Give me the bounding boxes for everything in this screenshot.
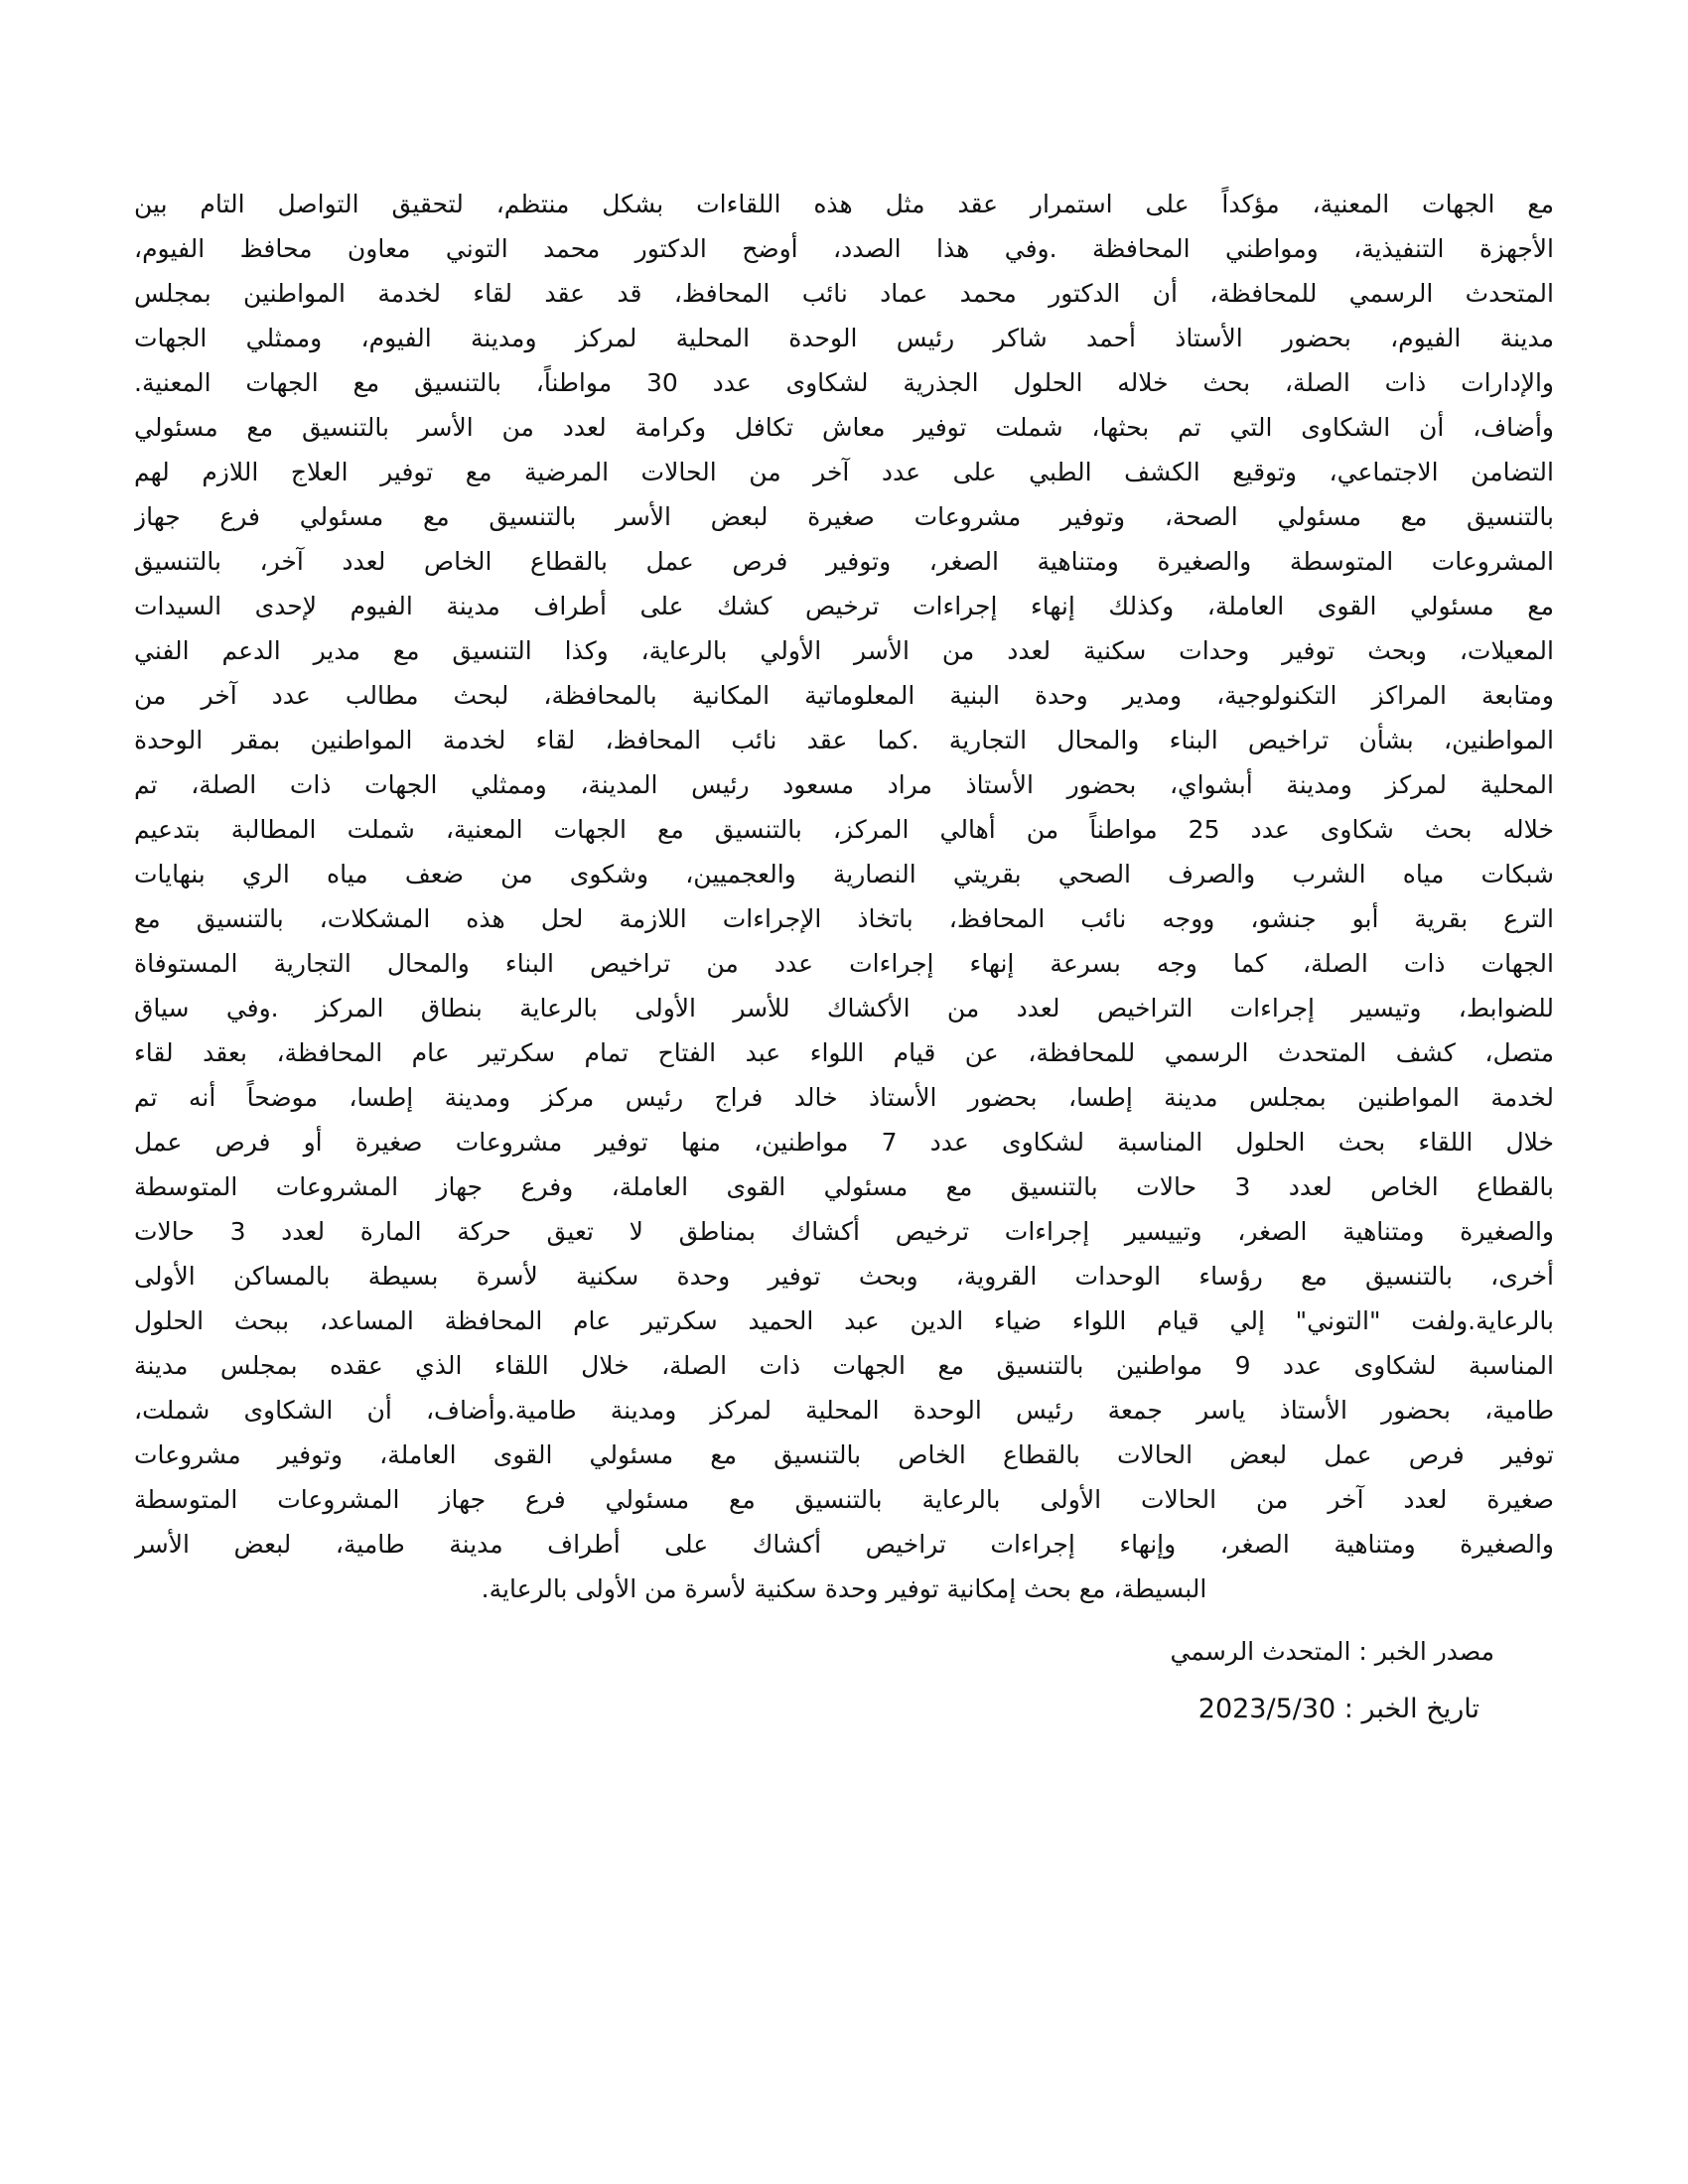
text-line: الترع بقرية أبو جنشو، ووجه نائب المحافظ، باتخاذ الإجراءات اللازمة لحل هذه المشكلات، بالتنسيق مع [134, 904, 1554, 933]
text-line: للضوابط، وتيسير إجراءات التراخيص لعدد من الأكشاك للأسر الأولى بالرعاية بنطاق المركز .وفي سياق [134, 994, 1554, 1023]
text-line: أخرى، بالتنسيق مع رؤساء الوحدات القروية، وبحث توفير وحدة سكنية لأسرة بسيطة بالمساكن الأولى [134, 1262, 1554, 1291]
text-line: بالقطاع الخاص لعدد 3 حالات بالتنسيق مع مسئولي القوى العاملة، وفرع جهاز المشروعات المتوسطة [134, 1172, 1554, 1201]
text-line: المحلية لمركز ومدينة أبشواي، بحضور الأستاذ مراد مسعود رئيس المدينة، وممثلي الجهات ذات الصلة، تم [134, 770, 1554, 799]
text-line: الجهات ذات الصلة، كما وجه بسرعة إنهاء إجراءات عدد من تراخيص البناء والمحال التجارية المستوفاة [134, 949, 1554, 978]
text-line: والصغيرة ومتناهية الصغر، وإنهاء إجراءات تراخيص أكشاك على أطراف مدينة طامية، لبعض الأسر [134, 1530, 1554, 1559]
text-line: متصل، كشف المتحدث الرسمي للمحافظة، عن قيام اللواء عبد الفتاح تمام سكرتير عام المحافظة، بعقد لقاء [134, 1038, 1554, 1067]
text-line: والإدارات ذات الصلة، بحث خلاله الحلول الجذرية لشكاوى عدد 30 مواطناً، بالتنسيق مع الجهات المعنية. [134, 368, 1554, 397]
text-line: شبكات مياه الشرب والصرف الصحي بقريتي النصارية والعجميين، وشكوى من ضعف مياه الري بنهايات [134, 860, 1554, 888]
text-line: والصغيرة ومتناهية الصغر، وتييسير إجراءات ترخيص أكشاك بمناطق لا تعيق حركة المارة لعدد 3 حالات [134, 1217, 1554, 1246]
text-line: مع الجهات المعنية، مؤكداً على استمرار عقد مثل هذه اللقاءات بشكل منتظم، لتحقيق التواصل التام بين [134, 190, 1554, 218]
text-line: المواطنين، بشأن تراخيص البناء والمحال التجارية .كما عقد نائب المحافظ، لقاء لخدمة المواطنين بمقر الوحدة [134, 726, 1554, 754]
text-line: لخدمة المواطنين بمجلس مدينة إطسا، بحضور الأستاذ خالد فراج رئيس مركز ومدينة إطسا، موضحاً أنه تم [134, 1083, 1554, 1112]
text-line: خلال اللقاء بحث الحلول المناسبة لشكاوى عدد 7 مواطنين، منها توفير مشروعات صغيرة أو فرص عمل [134, 1128, 1554, 1157]
text-line: المشروعات المتوسطة والصغيرة ومتناهية الصغر، وتوفير فرص عمل بالقطاع الخاص لعدد آخر، بالتنسيق [134, 547, 1554, 576]
news-source-line: مصدر الخبر : المتحدث الرسمي [1170, 1637, 1494, 1666]
text-line: المتحدث الرسمي للمحافظة، أن الدكتور محمد عماد نائب المحافظ، قد عقد لقاء لخدمة المواطنين بمجلس [134, 279, 1554, 308]
text-line: طامية، بحضور الأستاذ ياسر جمعة رئيس الوحدة المحلية لمركز ومدينة طامية.وأضاف، أن الشكاوى شملت، [134, 1396, 1554, 1425]
text-line: بالرعاية.ولفت "التوني" إلي قيام اللواء ضياء الدين عبد الحميد سكرتير عام المحافظة المساعد، ببحث الحلول [134, 1306, 1554, 1335]
text-line: المناسبة لشكاوى عدد 9 مواطنين بالتنسيق مع الجهات ذات الصلة، خلال اللقاء الذي عقده بمجلس مدينة [134, 1351, 1554, 1380]
text-line: مدينة الفيوم، بحضور الأستاذ أحمد شاكر رئيس الوحدة المحلية لمركز ومدينة الفيوم، وممثلي الجهات [134, 324, 1554, 352]
news-date-line: تاريخ الخبر : 2023/5/30 [1197, 1694, 1479, 1724]
text-line: ومتابعة المراكز التكنولوجية، ومدير وحدة البنية المعلوماتية المكانية بالمحافظة، لبحث مطالب عدد آخر من [134, 681, 1554, 710]
text-line: البسيطة، مع بحث إمكانية توفير وحدة سكنية لأسرة من الأولى بالرعاية. [481, 1574, 1207, 1603]
text-line: بالتنسيق مع مسئولي الصحة، وتوفير مشروعات صغيرة لبعض الأسر بالتنسيق مع مسئولي فرع جهاز [134, 502, 1554, 531]
text-line: صغيرة لعدد آخر من الحالات الأولى بالرعاية بالتنسيق مع مسئولي فرع جهاز المشروعات المتوسطة [134, 1485, 1554, 1514]
article-body [134, 182, 1554, 1611]
text-line: المعيلات، وبحث توفير وحدات سكنية لعدد من الأسر الأولي بالرعاية، وكذا التنسيق مع مدير الدعم الفني [134, 636, 1554, 665]
text-line: خلاله بحث شكاوى عدد 25 مواطناً من أهالي المركز، بالتنسيق مع الجهات المعنية، شملت المطالبة بتدعيم [134, 815, 1554, 844]
text-line: مع مسئولي القوى العاملة، وكذلك إنهاء إجراءات ترخيص كشك على أطراف مدينة الفيوم لإحدى السيدات [134, 592, 1554, 620]
text-line: وأضاف، أن الشكاوى التي تم بحثها، شملت توفير معاش تكافل وكرامة لعدد من الأسر بالتنسيق مع مسئولي [134, 413, 1554, 442]
text-line: التضامن الاجتماعي، وتوقيع الكشف الطبي على عدد آخر من الحالات المرضية مع توفير العلاج اللازم لهم [134, 458, 1554, 486]
text-line: توفير فرص عمل لبعض الحالات بالقطاع الخاص بالتنسيق مع مسئولي القوى العاملة، وتوفير مشروعات [134, 1440, 1554, 1469]
text-line: الأجهزة التنفيذية، ومواطني المحافظة .وفي هذا الصدد، أوضح الدكتور محمد التوني معاون محافظ الفيوم، [134, 234, 1554, 263]
